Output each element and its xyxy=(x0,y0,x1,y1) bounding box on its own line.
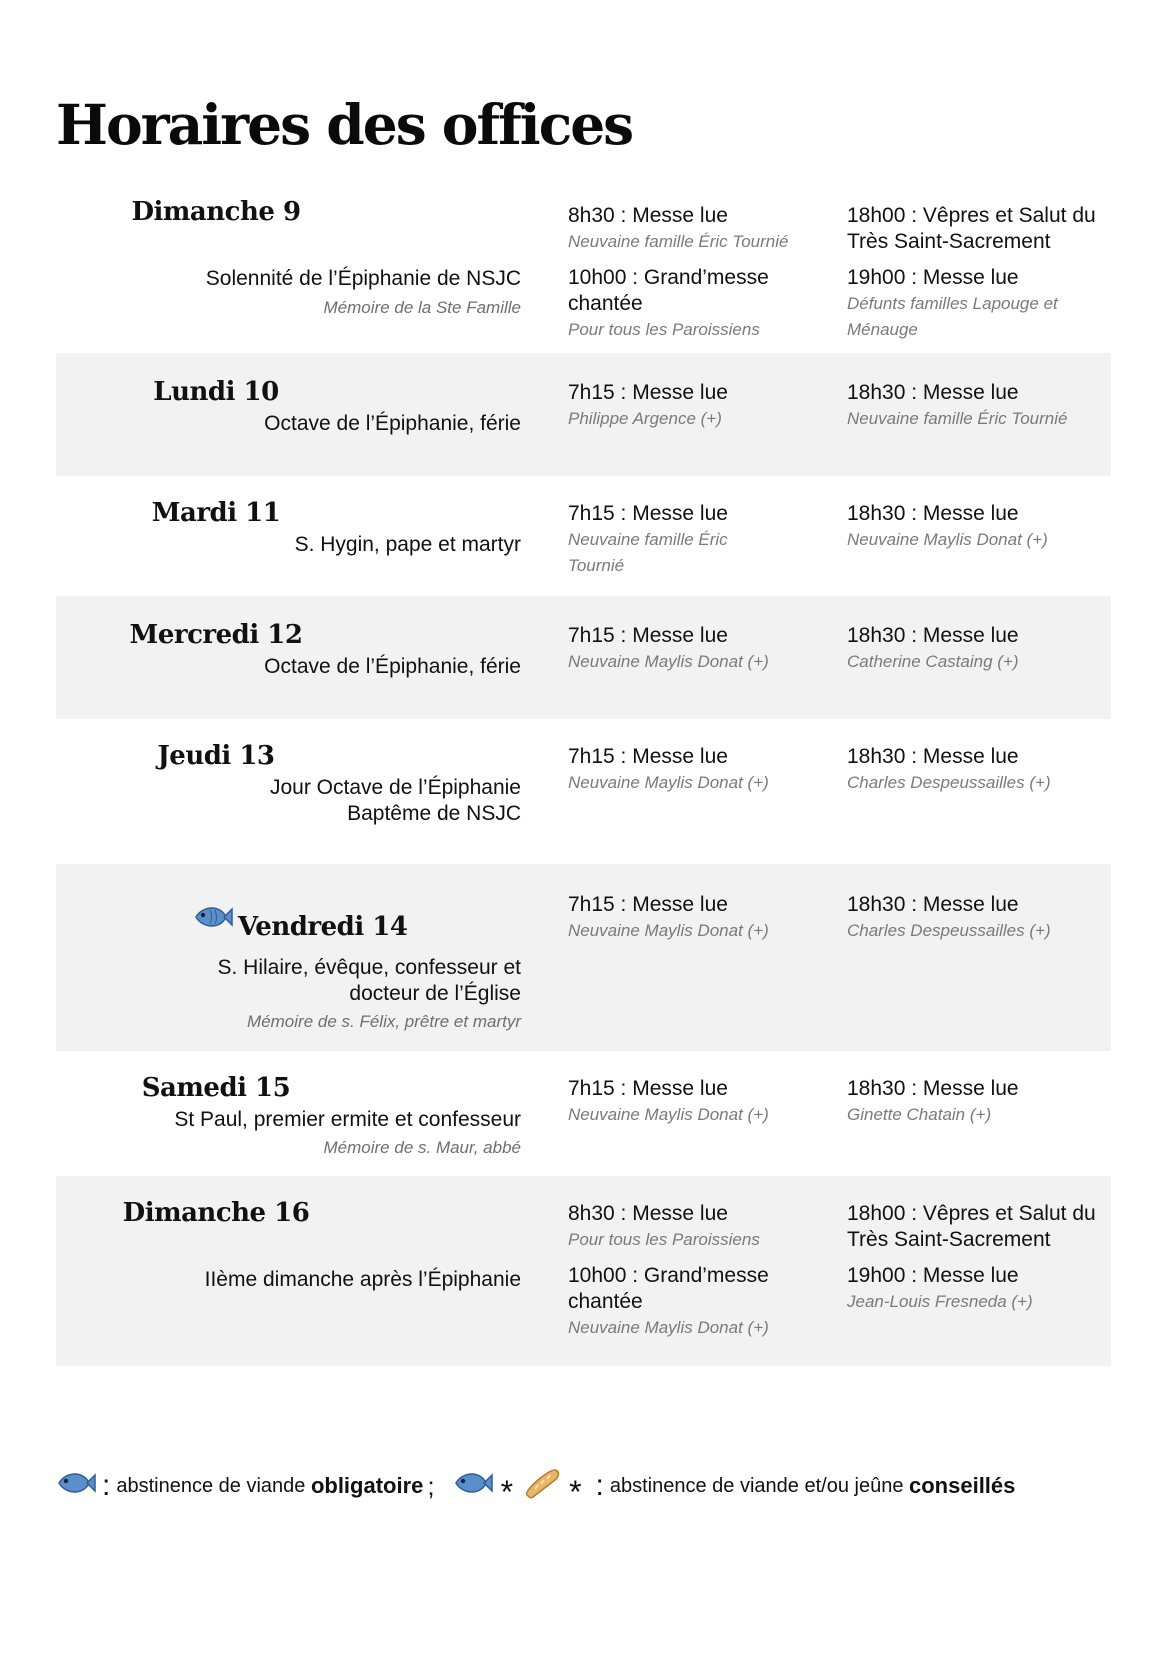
mass-intention: Neuvaine Maylis Donat (+) xyxy=(568,773,769,792)
day-row xyxy=(56,353,1111,476)
mass-time: 7h15 : Messe lue xyxy=(568,745,728,768)
mass-intention: Pour tous les Paroissiens xyxy=(568,320,760,339)
fish-icon xyxy=(453,1468,493,1504)
legend-text: abstinence de viande et/ou jeûne xyxy=(609,1474,909,1497)
day-name: Samedi 15 xyxy=(141,1073,291,1103)
mass-intention: Neuvaine Maylis Donat (+) xyxy=(568,1105,769,1124)
asterisk: * xyxy=(500,1473,514,1510)
mass-intention: Catherine Castaing (+) xyxy=(847,652,1019,671)
day-name: Mardi 11 xyxy=(151,498,281,528)
mass-intention: Neuvaine Maylis Donat (+) xyxy=(568,921,769,940)
mass-intention: Neuvaine famille Éric Tournié xyxy=(568,232,789,251)
mass-intention: Neuvaine famille Éric Tournié xyxy=(568,530,728,575)
mass-intention: Jean-Louis Fresneda (+) xyxy=(847,1292,1033,1311)
legend-text-bold: obligatoire xyxy=(310,1473,424,1498)
mass-time: 8h30 : Messe lue xyxy=(568,1202,728,1225)
mass-entry xyxy=(847,501,1117,553)
mass-time: 18h30 : Messe lue xyxy=(847,1077,1019,1100)
mass-time: 8h30 : Messe lue xyxy=(568,204,728,227)
day-row xyxy=(56,596,1111,719)
feast-name: docteur de l’Église xyxy=(349,982,521,1005)
day-row xyxy=(56,1051,1111,1176)
mass-entry xyxy=(568,623,843,675)
mass-time: 19h00 : Messe lue xyxy=(847,1264,1019,1287)
mass-entry xyxy=(568,1076,843,1128)
mass-time: 7h15 : Messe lue xyxy=(568,381,728,404)
mass-time: 18h30 : Messe lue xyxy=(847,502,1019,525)
asterisk: * xyxy=(569,1473,582,1510)
bread-icon xyxy=(521,1465,561,1507)
mass-entry xyxy=(847,892,1117,944)
mass-entry xyxy=(847,623,1117,675)
feast-name: Solennité de l’Épiphanie de NSJC xyxy=(205,267,521,290)
feast-name: IIème dimanche après l’Épiphanie xyxy=(204,1268,521,1291)
mass-entry xyxy=(847,265,1067,343)
legend-separator: ; xyxy=(427,1470,435,1501)
mass-entry xyxy=(847,1201,1117,1253)
day-row xyxy=(56,197,1111,353)
feast-name: S. Hygin, pape et martyr xyxy=(294,533,521,556)
day-row xyxy=(56,476,1111,596)
day-row xyxy=(56,719,1111,864)
mass-entry xyxy=(568,501,763,579)
mass-intention: Ginette Chatain (+) xyxy=(847,1105,992,1124)
legend-text-bold: conseillés xyxy=(909,1473,1016,1498)
mass-intention: Pour tous les Paroissiens xyxy=(568,1230,760,1249)
day-row xyxy=(56,1176,1111,1366)
fish-icon xyxy=(56,1468,96,1504)
mass-intention: Charles Despeussailles (+) xyxy=(847,773,1051,792)
legend xyxy=(56,1465,1016,1510)
mass-intention: Neuvaine Maylis Donat (+) xyxy=(847,530,1048,549)
memory-note: Mémoire de s. Félix, prêtre et martyr xyxy=(247,1012,521,1031)
day-name: Vendredi 14 xyxy=(238,912,408,942)
feast-name: Octave de l’Épiphanie, férie xyxy=(264,655,521,678)
mass-entry xyxy=(568,380,843,432)
mass-entry xyxy=(847,380,1117,432)
mass-time: 7h15 : Messe lue xyxy=(568,624,728,647)
mass-entry xyxy=(847,203,1117,255)
mass-time: 18h00 : Vêpres et Salut du Très Saint-Sacrement xyxy=(847,1202,1096,1251)
mass-time: 10h00 : Grand’messe chantée xyxy=(568,266,769,315)
mass-entry xyxy=(568,1263,798,1341)
day-name: Dimanche 9 xyxy=(131,197,301,227)
day-name: Jeudi 13 xyxy=(157,741,275,771)
legend-colon: : xyxy=(102,1469,111,1502)
mass-time: 19h00 : Messe lue xyxy=(847,266,1019,289)
mass-time: 18h30 : Messe lue xyxy=(847,893,1019,916)
schedule-table xyxy=(56,197,1111,1366)
mass-entry xyxy=(847,744,1117,796)
feast-name: St Paul, premier ermite et confesseur xyxy=(174,1108,521,1131)
mass-entry xyxy=(568,892,843,944)
mass-intention: Défunts familles Lapouge et Ménauge xyxy=(847,294,1058,339)
legend-text: abstinence de viande xyxy=(116,1474,311,1497)
mass-time: 7h15 : Messe lue xyxy=(568,1077,728,1100)
mass-time: 18h00 : Vêpres et Salut du Très Saint-Sacrement xyxy=(847,204,1096,253)
mass-entry xyxy=(568,1201,843,1253)
feast-name: Octave de l’Épiphanie, férie xyxy=(264,412,521,435)
mass-entry xyxy=(568,203,843,255)
mass-time: 18h30 : Messe lue xyxy=(847,624,1019,647)
mass-entry xyxy=(568,265,798,343)
mass-entry xyxy=(847,1263,1117,1315)
mass-time: 7h15 : Messe lue xyxy=(568,893,728,916)
day-name: Dimanche 16 xyxy=(122,1198,310,1228)
feast-name: S. Hilaire, évêque, confesseur et xyxy=(217,956,521,979)
day-row xyxy=(56,864,1111,1051)
feast-name: Jour Octave de l’Épiphanie xyxy=(270,776,521,799)
day-name: Lundi 10 xyxy=(153,377,279,407)
mass-intention: Neuvaine Maylis Donat (+) xyxy=(568,652,769,671)
mass-time: 10h00 : Grand’messe chantée xyxy=(568,1264,769,1313)
mass-time: 7h15 : Messe lue xyxy=(568,502,728,525)
mass-intention: Neuvaine famille Éric Tournié xyxy=(847,409,1068,428)
feast-name: Baptême de NSJC xyxy=(347,802,521,825)
day-name: Mercredi 12 xyxy=(129,620,303,650)
memory-note: Mémoire de la Ste Famille xyxy=(323,298,521,317)
mass-intention: Philippe Argence (+) xyxy=(568,409,722,428)
mass-intention: Charles Despeussailles (+) xyxy=(847,921,1051,940)
mass-entry xyxy=(568,744,843,796)
mass-intention: Neuvaine Maylis Donat (+) xyxy=(568,1318,769,1337)
mass-entry xyxy=(847,1076,1117,1128)
mass-time: 18h30 : Messe lue xyxy=(847,745,1019,768)
legend-colon: : xyxy=(595,1469,604,1502)
memory-note: Mémoire de s. Maur, abbé xyxy=(323,1138,521,1157)
page-title: Horaires des offices xyxy=(56,92,633,157)
mass-time: 18h30 : Messe lue xyxy=(847,381,1019,404)
